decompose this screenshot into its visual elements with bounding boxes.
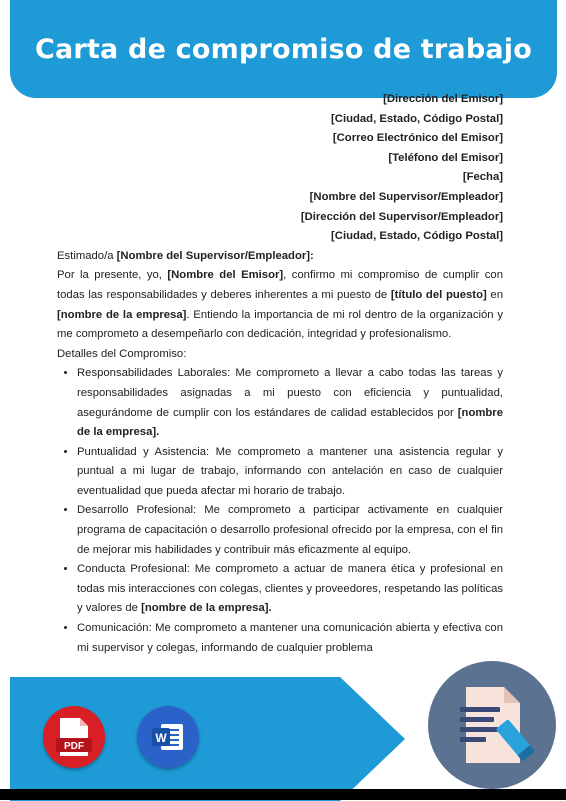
bottom-bar (0, 789, 566, 800)
commitment-text: Puntualidad y Asistencia: Me comprometo a mantener una asistencia regular y puntual a mi lugar de trabajo, informando con antelación en caso de cualquier eventualidad que pueda afectar mi horario de trabajo. (77, 445, 503, 497)
document-edit-badge (428, 661, 556, 789)
recipient-line: [Nombre del Supervisor/Empleador] (309, 190, 503, 203)
sender-line: [Teléfono del Emisor] (388, 151, 503, 164)
commitment-text: Desarrollo Profesional: Me comprometo a participar activamente en cualquier programa de capacitación o desarrollo profesional ofrecido por la empresa, con el fin de mejorar mis habilidades y contribuir más eficazmente al equipo. (77, 504, 503, 556)
word-file-icon (149, 718, 187, 756)
commitment-item (77, 364, 503, 442)
commitment-text: Conducta Profesional: Me comprometo a actuar de manera ética y profesional en todas mis interacciones con colegas, clientes y proveedores, respetando las políticas y valores de (77, 563, 503, 615)
pdf-label: PDF (64, 741, 84, 752)
greeting (57, 247, 503, 267)
commitment-list (57, 364, 503, 658)
commitment-item (77, 560, 503, 619)
sender-name-placeholder: [Nombre del Emisor] (167, 269, 284, 282)
company-placeholder: [nombre de la empresa]. (77, 406, 503, 439)
document-edit-icon (428, 661, 556, 789)
pdf-download-button[interactable] (43, 706, 105, 768)
sender-line: [Ciudad, Estado, Código Postal] (331, 112, 503, 125)
sender-line: [Dirección del Emisor] (383, 93, 503, 105)
commitment-text: Responsabilidades Laborales: Me comprometo a llevar a cabo todas las tareas y responsabilidades asignadas a mi puesto con eficiencia y puntualidad, asegurándome de cumplir con los estándares de calidad establecidos por (77, 367, 503, 419)
commitment-item (77, 619, 503, 658)
letter-body (57, 90, 503, 658)
page-title: Carta de compromiso de trabajo (34, 33, 533, 65)
intro-text: en (486, 288, 503, 301)
details-heading: Detalles del Compromiso: (57, 347, 187, 360)
recipient-line: [Ciudad, Estado, Código Postal] (331, 230, 503, 243)
sender-line: [Correo Electrónico del Emisor] (332, 132, 503, 145)
company-placeholder: [nombre de la empresa] (57, 308, 187, 321)
word-download-button[interactable] (137, 706, 199, 768)
commitment-text: Comunicación: Me comprometo a mantener una comunicación abierta y efectiva con mi supervisor y colegas, informando de cualquier problema (77, 622, 503, 654)
greeting-prefix: Estimado/a (57, 249, 117, 262)
sender-block (57, 90, 503, 247)
job-title-placeholder: [título del puesto] (390, 288, 487, 301)
intro-text: , confirmo mi compromiso de cumplir con todas las responsabilidades y deberes inherentes a mi puesto de (57, 269, 503, 301)
date-line: [Fecha] (462, 171, 503, 184)
title-banner (10, 0, 557, 98)
company-placeholder: [nombre de la empresa]. (141, 602, 272, 615)
word-label: W (155, 731, 167, 745)
intro-text: . Entiendo la importancia de mi rol dentro de la organización y me comprometo a desempeñarlo con dedicación, integridad y profesionalismo. (57, 308, 503, 341)
intro-text: Por la presente, yo, (57, 269, 168, 282)
commitment-item (77, 443, 503, 502)
commitment-item (77, 501, 503, 560)
greeting-name: [Nombre del Supervisor/Empleador]: (116, 249, 314, 262)
recipient-line: [Dirección del Supervisor/Empleador] (300, 210, 503, 223)
intro-paragraph (57, 266, 503, 344)
pdf-file-icon (56, 716, 92, 758)
